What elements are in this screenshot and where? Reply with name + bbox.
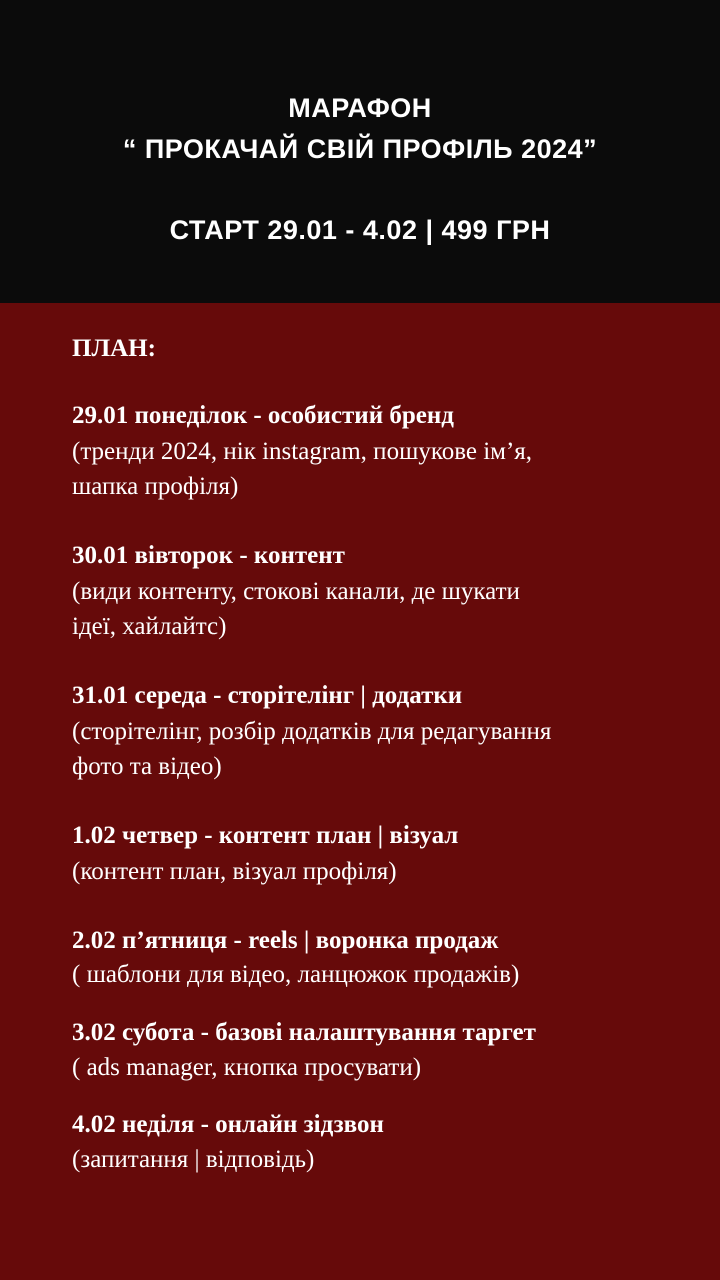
- plan-day-title: 29.01 понеділок - особистий бренд: [72, 402, 454, 429]
- plan-day-title: 2.02 п’ятниця - reels | воронка продаж: [72, 927, 499, 954]
- marathon-title: МАРАФОН: [288, 93, 432, 123]
- plan-day-title: 31.01 середа - сторітелінг | додатки: [72, 682, 463, 709]
- header-banner: [0, 0, 720, 303]
- plan-heading: ПЛАН:: [72, 335, 156, 362]
- start-date-price: СТАРТ 29.01 - 4.02 | 499 ГРН: [169, 215, 551, 245]
- marathon-subtitle: “ ПРОКАЧАЙ СВІЙ ПРОФІЛЬ 2024”: [122, 134, 598, 164]
- plan-section: [0, 303, 720, 1280]
- plan-day-details: шапка профіля): [72, 473, 239, 500]
- plan-day-details: (запитання | відповідь): [72, 1146, 315, 1173]
- plan-day-title: 3.02 субота - базові налаштування таргет: [72, 1019, 536, 1046]
- plan-day-details: ( ads manager, кнопка просувати): [72, 1054, 422, 1081]
- plan-day-details: (тренди 2024, нік instagram, пошукове ім’я,: [72, 438, 533, 465]
- plan-day-details: (види контенту, стокові канали, де шукати: [72, 578, 520, 605]
- plan-day-title: 1.02 четвер - контент план | візуал: [72, 822, 459, 849]
- plan-day-details: (контент план, візуал профіля): [72, 858, 397, 885]
- plan-day-title: 30.01 вівторок - контент: [72, 542, 345, 569]
- plan-day-details: фото та відео): [72, 753, 222, 780]
- plan-day-details: ідеї, хайлайтс): [72, 613, 227, 640]
- plan-day-details: (сторітелінг, розбір додатків для редагування: [72, 718, 552, 745]
- plan-day-details: ( шаблони для відео, ланцюжок продажів): [72, 961, 520, 988]
- plan-day-title: 4.02 неділя - онлайн зідзвон: [72, 1111, 384, 1138]
